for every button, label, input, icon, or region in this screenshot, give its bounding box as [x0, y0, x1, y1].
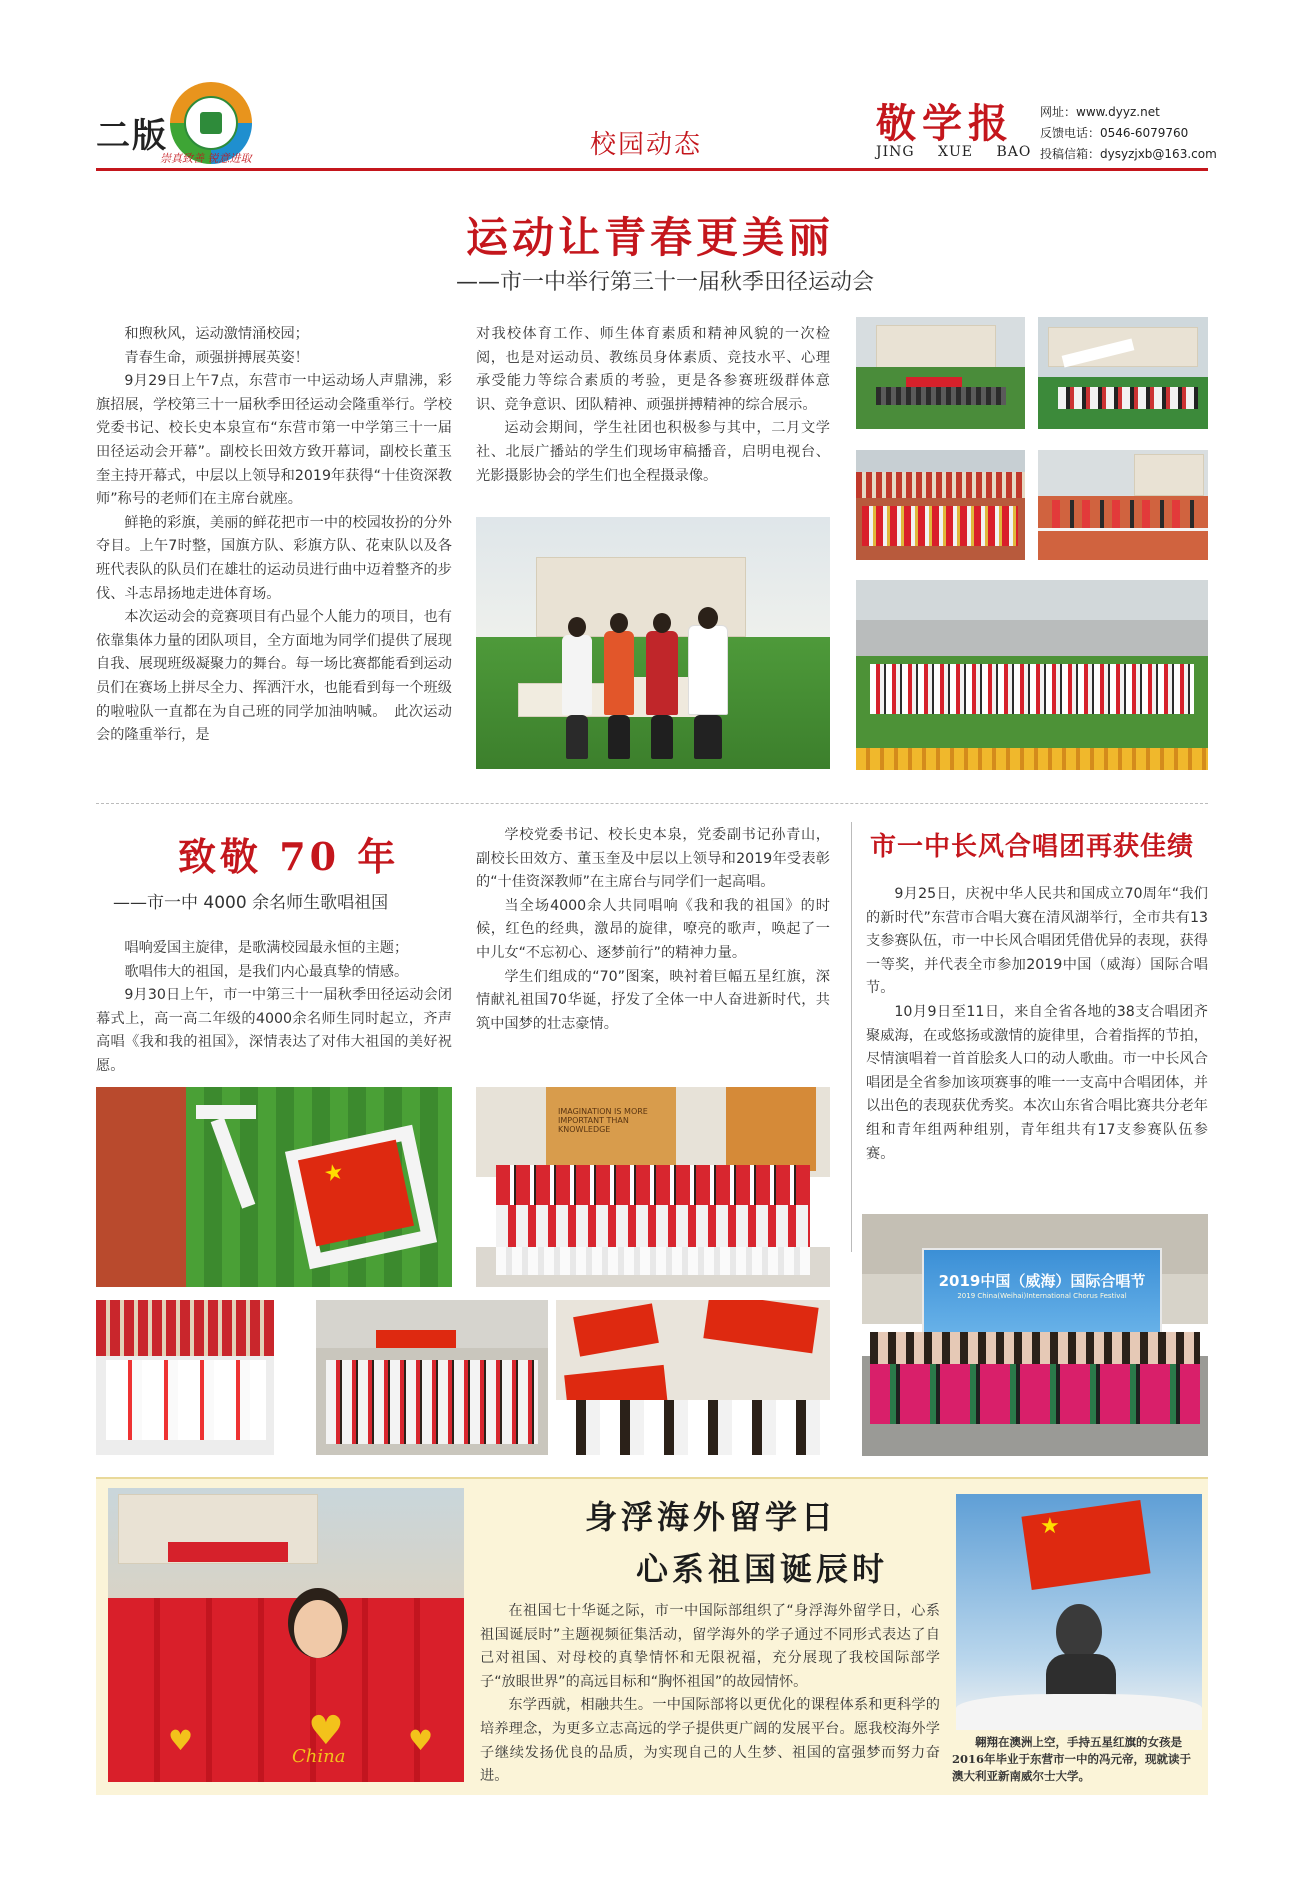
email-text: 投稿信箱：dysyzjxb@163.com	[1040, 147, 1217, 161]
article4-para: 东学西就，相融共生。一中国际部将以更优化的课程体系和更科学的培养理念，为更多立志高远的学子提供更广阔的发展平台。愿我校海外学子继续发扬优良的品质，为实现自己的人生梦、祖国的富强梦而努力奋进。	[480, 1697, 940, 1785]
masthead-title: 敬学报	[876, 100, 1014, 147]
article1-column-1	[96, 323, 452, 748]
article2-para: 学校党委书记、校长史本泉，党委副书记孙青山，副校长田效方、董玉奎及中层以上领导和2019年受表彰的“十佳资深教师”在主席台与同学们一起高唱。	[476, 827, 830, 891]
article2-para: 当全场4000余人共同唱响《我和我的祖国》的时候，红色的经典，激昂的旋律，嘹亮的歌声，唤起了一中儿女“不忘初心、逐梦前行”的精神力量。	[476, 897, 830, 961]
chorus-festival-photo	[862, 1214, 1208, 1456]
article2-column-2	[476, 824, 830, 1036]
seventy-formation-photo	[96, 1087, 452, 1287]
section-divider	[96, 803, 1208, 804]
logo-motto: 崇真致善 锐意进取	[160, 152, 252, 165]
wall-text: IMAGINATION IS MORE IMPORTANT THAN KNOWLEDGE	[558, 1107, 648, 1134]
article4-para: 在祖国七十华诞之际，市一中国际部组织了“身浮海外留学日，心系祖国诞辰时”主题视频征集活动，留学海外的学子通过不同形式表达了自己对祖国、对母校的真挚情怀和无限祝福，充分展现了我校国际部学子“放眼世界”的高远目标和“胸怀祖国”的故园情怀。	[480, 1603, 940, 1690]
article3-column	[866, 883, 1208, 1166]
article2-headline: 致敬 70 年	[178, 834, 400, 879]
article3-para: 10月9日至11日，来自全省各地的38支合唱团齐聚威海，在或悠扬或激情的旋律里，合着指挥的节拍，尽情演唱着一首首脍炙人口的动人歌曲。市一中长风合唱团是全省参加该项赛事的唯一一支高中合唱团体，并以出色的表现获优秀奖。本次山东省合唱比赛共分老年组和青年组两种组别，青年组共有17支参赛队伍参赛。	[866, 1003, 1208, 1162]
article3-headline: 市一中长风合唱团再获佳绩	[870, 832, 1195, 862]
article2-para: 9月30日上午，市一中第三十一届秋季田径运动会闭幕式上，高一高二年级的4000余名师生同时起立，齐声高唱《我和我的祖国》，深情表达了对伟大祖国的美好祝愿。	[96, 987, 452, 1074]
masthead-pinyin: JING XUE BAO	[876, 144, 1032, 160]
flag-star-icon: ★	[321, 1159, 347, 1188]
running-race-photo	[1038, 450, 1208, 560]
high-jump-photo	[1038, 317, 1208, 429]
podium-photo	[476, 517, 830, 769]
festival-banner	[922, 1248, 1162, 1334]
article1-para: 9月29日上午7点，东营市一中运动场人声鼎沸，彩旗招展，学校第三十一届秋季田径运动会隆重举行。学校党委书记、校长史本泉宣布“东营市第一中学第三十一届田径运动会开幕”。副校长田效方致开幕词，副校长董玉奎主持开幕式，中层以上领导和2019年获得“十佳资深教师”称号的老师们在主席台就座。	[96, 373, 452, 508]
article4-column	[480, 1600, 940, 1789]
heart-icon: ♥	[308, 1708, 344, 1754]
header-rule	[96, 168, 1208, 171]
page-number: 二版	[96, 116, 168, 156]
article1-headline: 运动让青春更美丽	[465, 213, 834, 262]
opening-parade-photo	[856, 317, 1025, 429]
heart-icon: ♥	[408, 1724, 434, 1757]
banner-subtitle: 2019 China(Weihai)International Chorus Festival	[957, 1292, 1127, 1300]
article1-para: 鲜艳的彩旗，美丽的鲜花把市一中的校园妆扮的分外夺目。上午7时整，国旗方队、彩旗方队、花束队以及各班代表队的队员们在雄壮的运动员进行曲中迈着整齐的步伐、斗志昂扬地走进体育场。	[96, 514, 452, 602]
leaders-singing-photo	[96, 1300, 274, 1455]
column-divider	[851, 822, 852, 1252]
photo-caption: 翱翔在澳洲上空，手持五星红旗的女孩是2016年毕业于东营市一中的冯元帝，现就读于澳大利亚新南威尔士大学。	[952, 1735, 1192, 1783]
article2-para: 唱响爱国主旋律，是歌满校园最永恒的主题；	[124, 940, 409, 956]
banner-title: 2019中国（威海）国际合唱节	[938, 1272, 1146, 1290]
article1-column-2	[476, 323, 830, 488]
students-hearts-photo	[108, 1488, 464, 1782]
students-flags-photo	[316, 1300, 548, 1455]
section-title: 校园动态	[590, 130, 703, 160]
article2-subheadline: ——市一中 4000 余名师生歌唱祖国	[113, 893, 389, 913]
stadium-formation-photo	[856, 580, 1208, 770]
article1-para: 和煦秋风，运动激情涌校园；	[124, 326, 309, 342]
article4-headline-line2: 心系祖国诞辰时	[636, 1550, 889, 1588]
article2-para: 学生们组成的“70”图案，映衬着巨幅五星红旗，深情献礼祖国70华诞，抒发了全体一中人奋进新时代，共筑中国梦的壮志豪情。	[476, 968, 830, 1032]
students-waving-flags-photo	[556, 1300, 830, 1455]
article2-para: 歌唱伟大的祖国，是我们内心最真挚的情感。	[124, 963, 409, 980]
website-text: 网址：www.dyyz.net	[1040, 105, 1160, 119]
students-group-photo	[476, 1087, 830, 1287]
phone-text: 反馈电话：0546-6079760	[1040, 126, 1189, 140]
article2-column-1	[96, 937, 452, 1079]
article1-para: 运动会期间，学生社团也积极参与其中，二月文学社、北辰广播站的学生们现场审稿播音，启明电视台、光影摄影协会的学生们也全程摄录像。	[476, 420, 830, 484]
flag-star-icon: ★	[1040, 1514, 1060, 1539]
article1-subheadline: ——市一中举行第三十一届秋季田径运动会	[456, 270, 875, 295]
article1-para: 本次运动会的竞赛项目有凸显个人能力的项目，也有依靠集体力量的团队项目，全方面地为同学们提供了展现自我、展现班级凝聚力的舞台。每一场比赛都能看到运动员们在赛场上拼尽全力、挥洒汗水，也能看到每一个班级的啦啦队一直都在为自己班的同学加油呐喊。 此次运动会的隆重举行，是	[96, 609, 452, 744]
skydiving-flag-photo	[956, 1494, 1202, 1730]
article4-headline-line1: 身浮海外留学日	[585, 1498, 838, 1536]
shirt-text: China	[292, 1746, 346, 1767]
article3-para: 9月25日，庆祝中华人民共和国成立70周年“我们的新时代”东营市合唱大赛在清风湖举行，全市共有13支参赛队伍，市一中长风合唱团凭借优异的表现，获得一等奖，并代表全市参加2019中国（威海）国际合唱节。	[866, 886, 1208, 997]
heart-icon: ♥	[168, 1724, 194, 1757]
article1-para: 对我校体育工作、师生体育素质和精神风貌的一次检阅，也是对运动员、教练员身体素质、竞技水平、心理承受能力等综合素质的考验，更是各参赛班级群体意识、竞争意识、团队精神、顽强拼搏精神的综合展示。	[476, 326, 830, 413]
article1-para: 青春生命，顽强拼搏展英姿！	[124, 349, 309, 366]
marching-band-photo	[856, 450, 1025, 560]
